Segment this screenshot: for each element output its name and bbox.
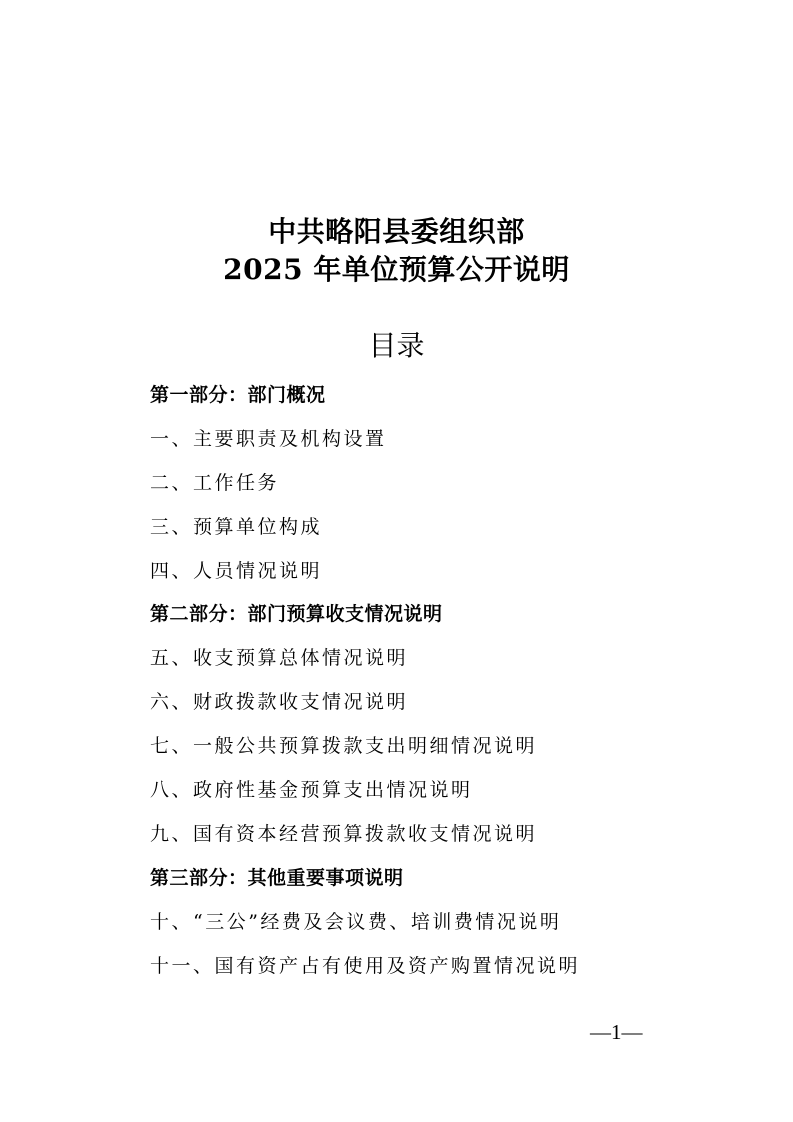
toc-item: 三、预算单位构成: [150, 515, 323, 538]
toc-item: 九、国有资本经营预算拨款收支情况说明: [150, 822, 538, 845]
toc-item: 四、人员情况说明: [150, 559, 323, 582]
table-of-contents: [150, 374, 750, 988]
toc-item: 十、“三公”经费及会议费、培训费情况说明: [150, 910, 562, 933]
toc-item: 二、工作任务: [150, 471, 280, 494]
toc-part-heading: 第三部分：其他重要事项说明: [150, 866, 404, 889]
toc-item: 八、政府性基金预算支出情况说明: [150, 779, 473, 802]
document-title-line-2: 2025 年单位预算公开说明: [223, 253, 570, 286]
toc-heading: 目录: [368, 329, 425, 362]
toc-item: 五、收支预算总体情况说明: [150, 647, 409, 670]
toc-item: 七、一般公共预算拨款支出明细情况说明: [150, 735, 538, 758]
toc-item: 六、财政拨款收支情况说明: [150, 691, 409, 714]
toc-item: 一、主要职责及机构设置: [150, 427, 387, 450]
page-number: —1—: [590, 1020, 643, 1044]
document-title-line-1: 中共略阳县委组织部: [268, 215, 525, 248]
toc-part-heading: 第一部分：部门概况: [150, 384, 326, 406]
toc-part-heading: 第二部分：部门预算收支情况说明: [150, 603, 443, 626]
toc-item: 十一、国有资产占有使用及资产购置情况说明: [150, 954, 581, 977]
